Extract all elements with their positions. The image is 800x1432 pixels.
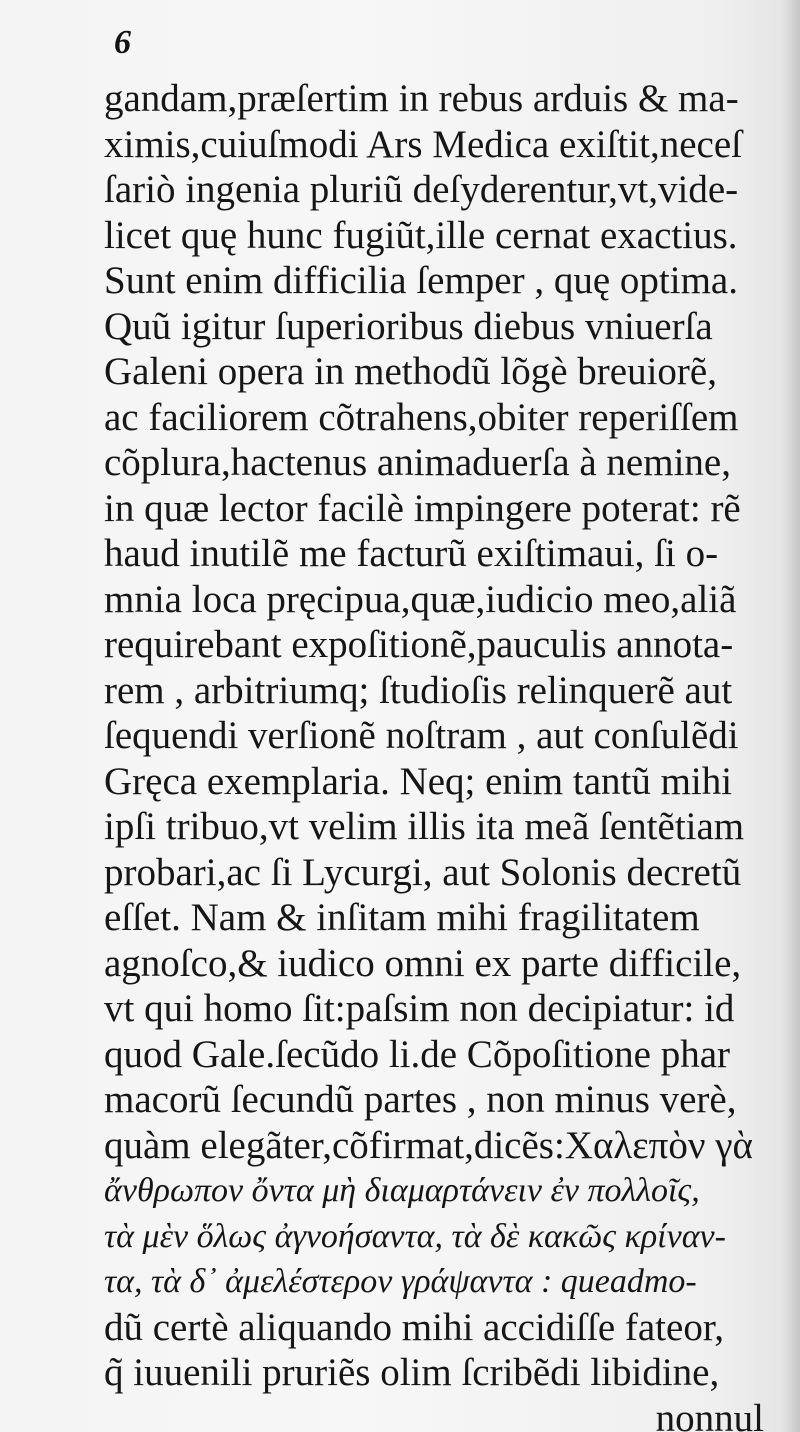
text-line: rem , arbitriumq; ſtudioſis relinquerẽ aut <box>104 668 733 712</box>
text-line: quàm elegãter,cõfirmat,dicẽs:Χαλεπὸν γὰ <box>104 1123 753 1167</box>
greek-quote-line: τα, τὰ δ᾽ ἀμελέστερον γράψαντα : queadmo- <box>104 1263 697 1300</box>
text-line: agnoſco,& iudico omni ex parte difficile, <box>104 941 742 985</box>
text-line: cõplura,hactenus animaduerſa à nemine, <box>104 441 731 484</box>
greek-quote-line: τὰ μὲν ὅλως ἀγνοήσαντα, τὰ δὲ κακῶς κρίναν- <box>104 1217 726 1255</box>
body-text <box>104 76 764 1432</box>
text-line: haud inutilẽ me facturũ exiſtimaui, ſi o- <box>104 532 719 575</box>
text-line: Galeni opera in methodũ lõgè breuiorẽ, <box>104 350 717 393</box>
text-line: ſequendi verſionẽ noſtram , aut conſulẽdi <box>104 714 739 757</box>
page-edge-shadow <box>782 0 800 1432</box>
text-line: ac faciliorem cõtrahens,obiter reperiſſem <box>104 395 739 439</box>
text-line: gandam,præſertim in rebus arduis & ma- <box>104 77 739 120</box>
text-line: q̃ iuuenili pruriẽs olim ſcribẽdi libidine, <box>104 1351 720 1394</box>
text-line: in quæ lector facilè impingere poterat: rẽ <box>104 486 741 530</box>
text-line: requirebant expoſitionẽ,pauculis annota- <box>104 623 734 666</box>
text-line: mnia loca pręcipua,quæ,iudicio meo,aliã <box>104 577 737 621</box>
text-line: quod Gale.ſecũdo li.de Cõpoſitione phar <box>104 1032 731 1076</box>
text-line: eſſet. Nam & inſitam mihi fragilitatem <box>104 896 700 939</box>
text-line: ximis,cuiuſmodi Ars Medica exiſtit,neceſ <box>104 122 742 166</box>
text-line: Quũ igitur ſuperioribus diebus vniuerſa <box>104 304 713 348</box>
greek-quote-line: ἄνθρωπον ὄντα μὴ διαμαρτάνειν ἐν πολλοῖς, <box>104 1172 700 1209</box>
text-line: probari,ac ſi Lycurgi, aut Solonis decretũ <box>104 850 742 894</box>
text-line: licet quę hunc fugiũt,ille cernat exactius. <box>104 213 738 257</box>
text-line: ſariò ingenia pluriũ deſyderentur,vt,vide- <box>104 168 739 211</box>
text-line: Gręca exemplaria. Neq; enim tantũ mihi <box>104 759 733 803</box>
page-number: 6 <box>114 24 131 61</box>
catchword: nonnul <box>655 1396 764 1432</box>
text-line: macorũ ſecundũ partes , non minus verè, <box>104 1078 737 1121</box>
text-line: vt qui homo ſit:paſsim non decipiatur: id <box>104 987 735 1030</box>
text-line: ipſi tribuo,vt velim illis ita meã ſentẽtiam <box>104 805 745 848</box>
text-line: Sunt enim difficilia ſemper , quę optima. <box>104 259 738 302</box>
text-line: dũ certè aliquando mihi accidiſſe fateor, <box>104 1305 725 1349</box>
